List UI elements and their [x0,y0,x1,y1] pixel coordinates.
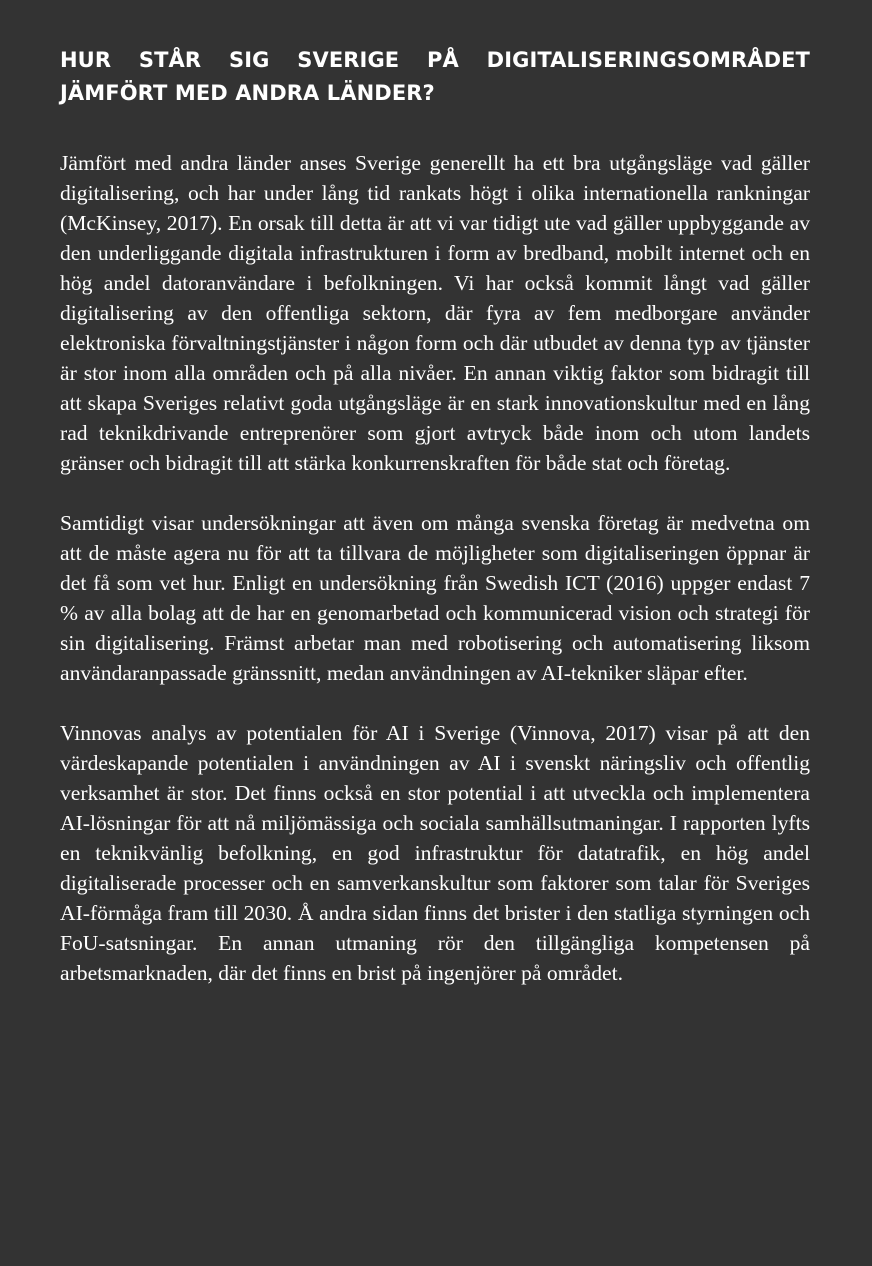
heading-line-2: JÄMFÖRT MED ANDRA LÄNDER? [60,81,435,105]
document-heading [60,44,810,110]
paragraph-3: Vinnovas analys av potentialen för AI i Sverige (Vinnova, 2017) visar på att den värdeskapande potentialen i användningen av AI i svenskt näringsliv och offentlig verksamhet är stor. Det finns också en stor potential i att utveckla och implementera AI-lösningar för att nå miljömässiga och sociala samhällsutmaningar. I rapporten lyfts en teknikvänlig befolkning, en god infrastruktur för datatrafik, en hög andel digitaliserade processer och en samverkanskultur som faktorer som talar för Sveriges AI-förmåga fram till 2030. Å andra sidan finns det brister i den statliga styrningen och FoU-satsningar. En annan utmaning rör den tillgängliga kompetensen på arbetsmarknaden, där det finns en brist på ingenjörer på området. [60,721,810,985]
paragraph-2: Samtidigt visar undersökningar att även om många svenska företag är medvetna om att de måste agera nu för att ta tillvara de möjligheter som digitaliseringen öppnar är det få som vet hur. Enligt en undersökning från Swedish ICT (2016) uppger endast 7 % av alla bolag att de har en genomarbetad och kommunicerad vision och strategi för sin digitalisering. Främst arbetar man med robotisering och automatisering liksom användaranpassade gränssnitt, medan användningen av AI-tekniker släpar efter. [60,511,810,685]
paragraph-1: Jämfört med andra länder anses Sverige generellt ha ett bra utgångsläge vad gäller digitalisering, och har under lång tid rankats högt i olika internationella rankningar (McKinsey, 2017). En orsak till detta är att vi var tidigt ute vad gäller uppbyggande av den underliggande digitala infrastrukturen i form av bredband, mobilt internet och en hög andel datoranvändare i befolkningen. Vi har också kommit långt vad gäller digitalisering av den offentliga sektorn, där fyra av fem medborgare använder elektroniska förvaltningstjänster i någon form och där utbudet av denna typ av tjänster är stor inom alla områden och på alla nivåer. En annan viktig faktor som bidragit till att skapa Sveriges relativt goda utgångsläge är en stark innovationskultur med en lång rad teknikdrivande entreprenörer som gjort avtryck både inom och utom landets gränser och bidragit till att stärka konkurrenskraften för både stat och företag. [60,151,810,475]
heading-line-1: HUR STÅR SIG SVERIGE PÅ DIGITALISERINGSOMRÅDET [60,48,810,72]
